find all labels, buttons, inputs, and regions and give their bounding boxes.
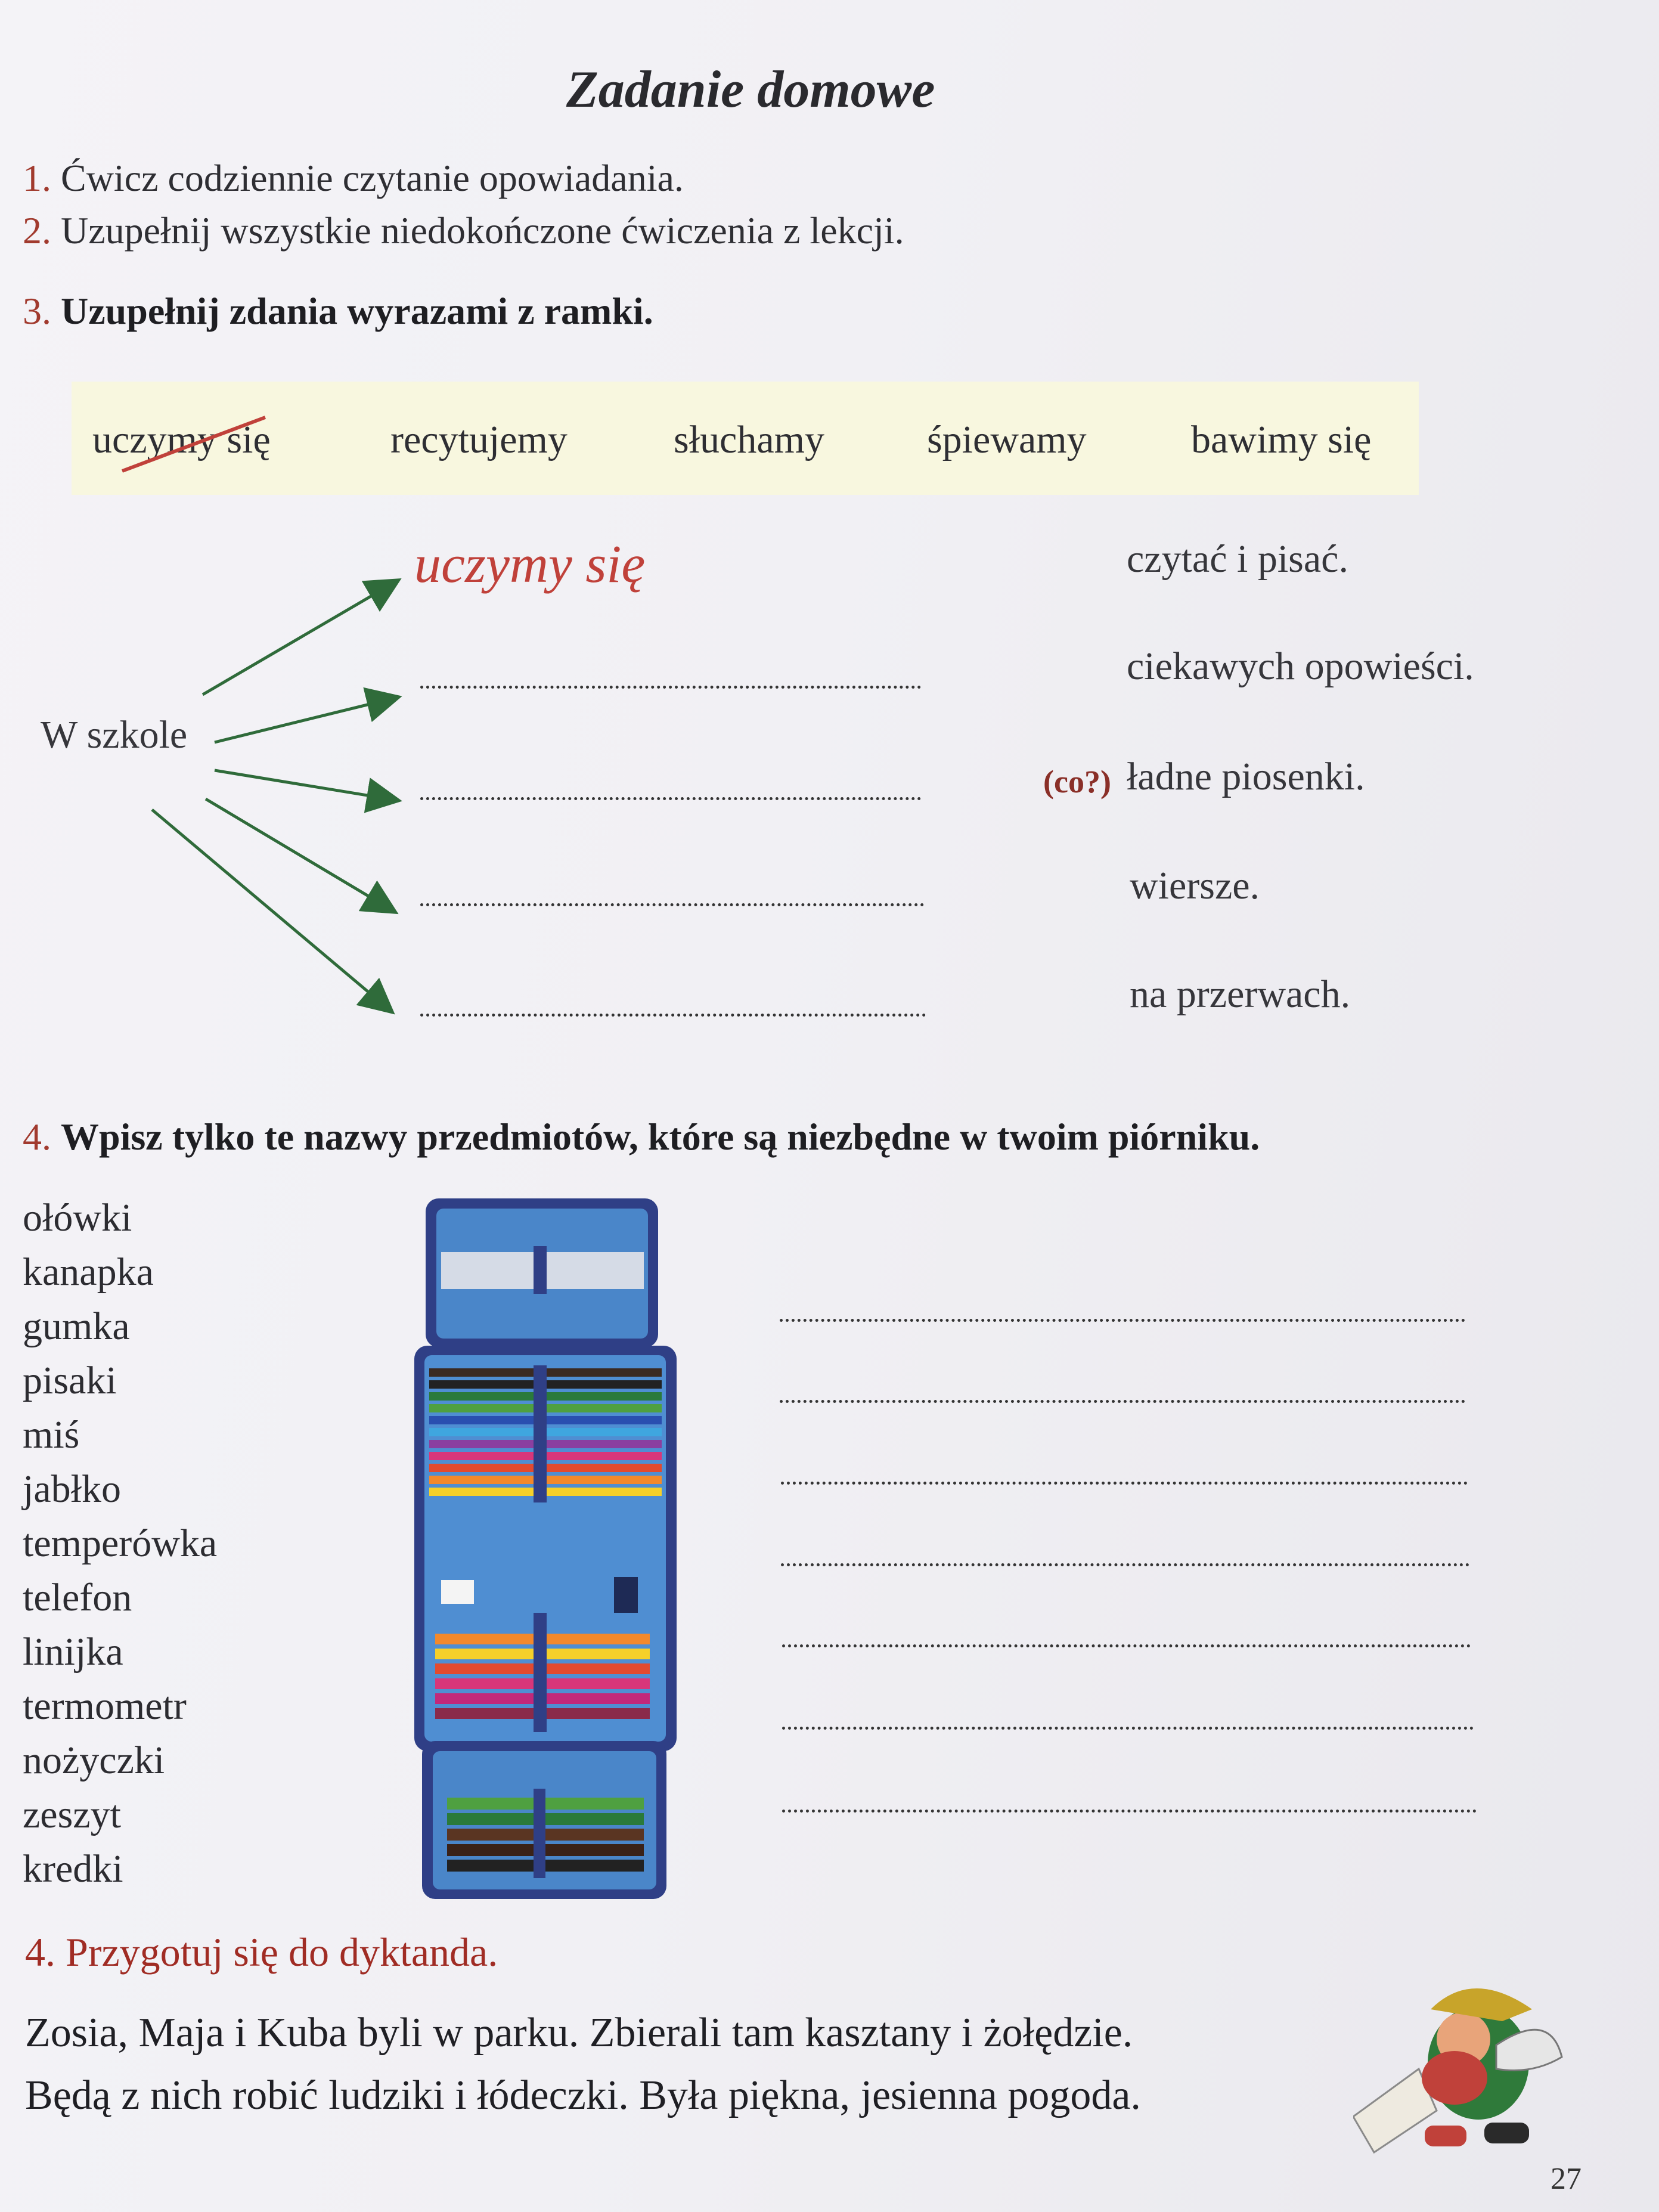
- pencil-case-illustration: [411, 1195, 697, 1902]
- arrow-2: [215, 698, 396, 742]
- task-4-text: Wpisz tylko te nazwy przedmiotów, które są niezbędne w twoim piórniku.: [61, 1116, 1260, 1158]
- item-answer-blank-4[interactable]: [781, 1563, 1469, 1566]
- item-answer-blank-1[interactable]: [780, 1319, 1465, 1322]
- page-number: 27: [1551, 2162, 1582, 2196]
- item-2: gumka: [23, 1305, 130, 1348]
- task-1-number: 1.: [23, 157, 51, 199]
- word-box-item-bawimy-sie: bawimy się: [1191, 418, 1372, 461]
- task-2-text: Uzupełnij wszystkie niedokończone ćwiczenia z lekcji.: [61, 209, 904, 252]
- item-answer-blank-2[interactable]: [780, 1400, 1465, 1403]
- item-1: kanapka: [23, 1250, 154, 1294]
- item-6: temperówka: [23, 1522, 218, 1565]
- subject-w-szkole: W szkole: [41, 713, 188, 757]
- task-5: [25, 1929, 498, 1976]
- answer-blank-4[interactable]: [420, 903, 924, 906]
- task-5-text: Przygotuj się do dyktanda.: [66, 1929, 498, 1975]
- word-box-item-spiewamy: śpiewamy: [927, 418, 1087, 461]
- ending-3: ładne piosenki.: [1127, 755, 1365, 798]
- item-11: zeszyt: [23, 1793, 121, 1836]
- item-answer-blank-6[interactable]: [782, 1727, 1474, 1730]
- task-1-text: Ćwicz codziennie czytanie opowiadania.: [61, 157, 684, 199]
- task-3-number: 3.: [23, 290, 51, 332]
- ending-4: wiersze.: [1130, 864, 1260, 907]
- item-answer-blank-5[interactable]: [782, 1644, 1471, 1647]
- item-12: kredki: [23, 1847, 123, 1891]
- filled-answer: uczymy się: [414, 535, 646, 594]
- word-box-item-recytujemy: recytujemy: [390, 418, 568, 461]
- dictation-line-1: Zosia, Maja i Kuba byli w parku. Zbierali tam kasztany i żołędzie.: [25, 2010, 1133, 2056]
- item-3: pisaki: [23, 1359, 117, 1402]
- item-7: telefon: [23, 1576, 132, 1619]
- word-box-item-uczymy-sie: uczymy się: [92, 417, 271, 463]
- arrow-3: [215, 770, 396, 800]
- item-8: linijka: [23, 1630, 123, 1674]
- item-answer-blank-7[interactable]: [782, 1810, 1477, 1813]
- ending-2: ciekawych opowieści.: [1127, 645, 1474, 688]
- item-answer-blank-3[interactable]: [781, 1482, 1468, 1485]
- task-4-number: 4.: [23, 1116, 51, 1158]
- ending-1: czytać i pisać.: [1127, 537, 1348, 581]
- hint-co: (co?): [1043, 764, 1111, 800]
- ending-5: na przerwach.: [1130, 972, 1351, 1016]
- page-title: Zadanie domowe: [566, 61, 935, 119]
- item-4: miś: [23, 1413, 80, 1457]
- connector-arrows: [0, 0, 417, 1043]
- task-2-number: 2.: [23, 209, 51, 252]
- arrow-4: [206, 799, 393, 911]
- item-0: ołówki: [23, 1196, 132, 1240]
- dictation-line-2: Będą z nich robić ludziki i łódeczki. Była piękna, jesienna pogoda.: [25, 2072, 1141, 2118]
- answer-blank-3[interactable]: [420, 797, 921, 800]
- task-3-text: Uzupełnij zdania wyrazami z ramki.: [61, 290, 653, 332]
- item-9: termometr: [23, 1684, 187, 1728]
- writing-gnome-illustration: [1353, 1974, 1580, 2158]
- answer-blank-2[interactable]: [420, 686, 921, 689]
- item-5: jabłko: [23, 1467, 121, 1511]
- answer-blank-5[interactable]: [420, 1014, 926, 1017]
- item-10: nożyczki: [23, 1739, 165, 1782]
- task-4: [23, 1115, 1260, 1159]
- task-5-number: 4.: [25, 1929, 55, 1975]
- word-box-item-sluchamy: słuchamy: [674, 418, 824, 461]
- arrow-1: [203, 581, 396, 695]
